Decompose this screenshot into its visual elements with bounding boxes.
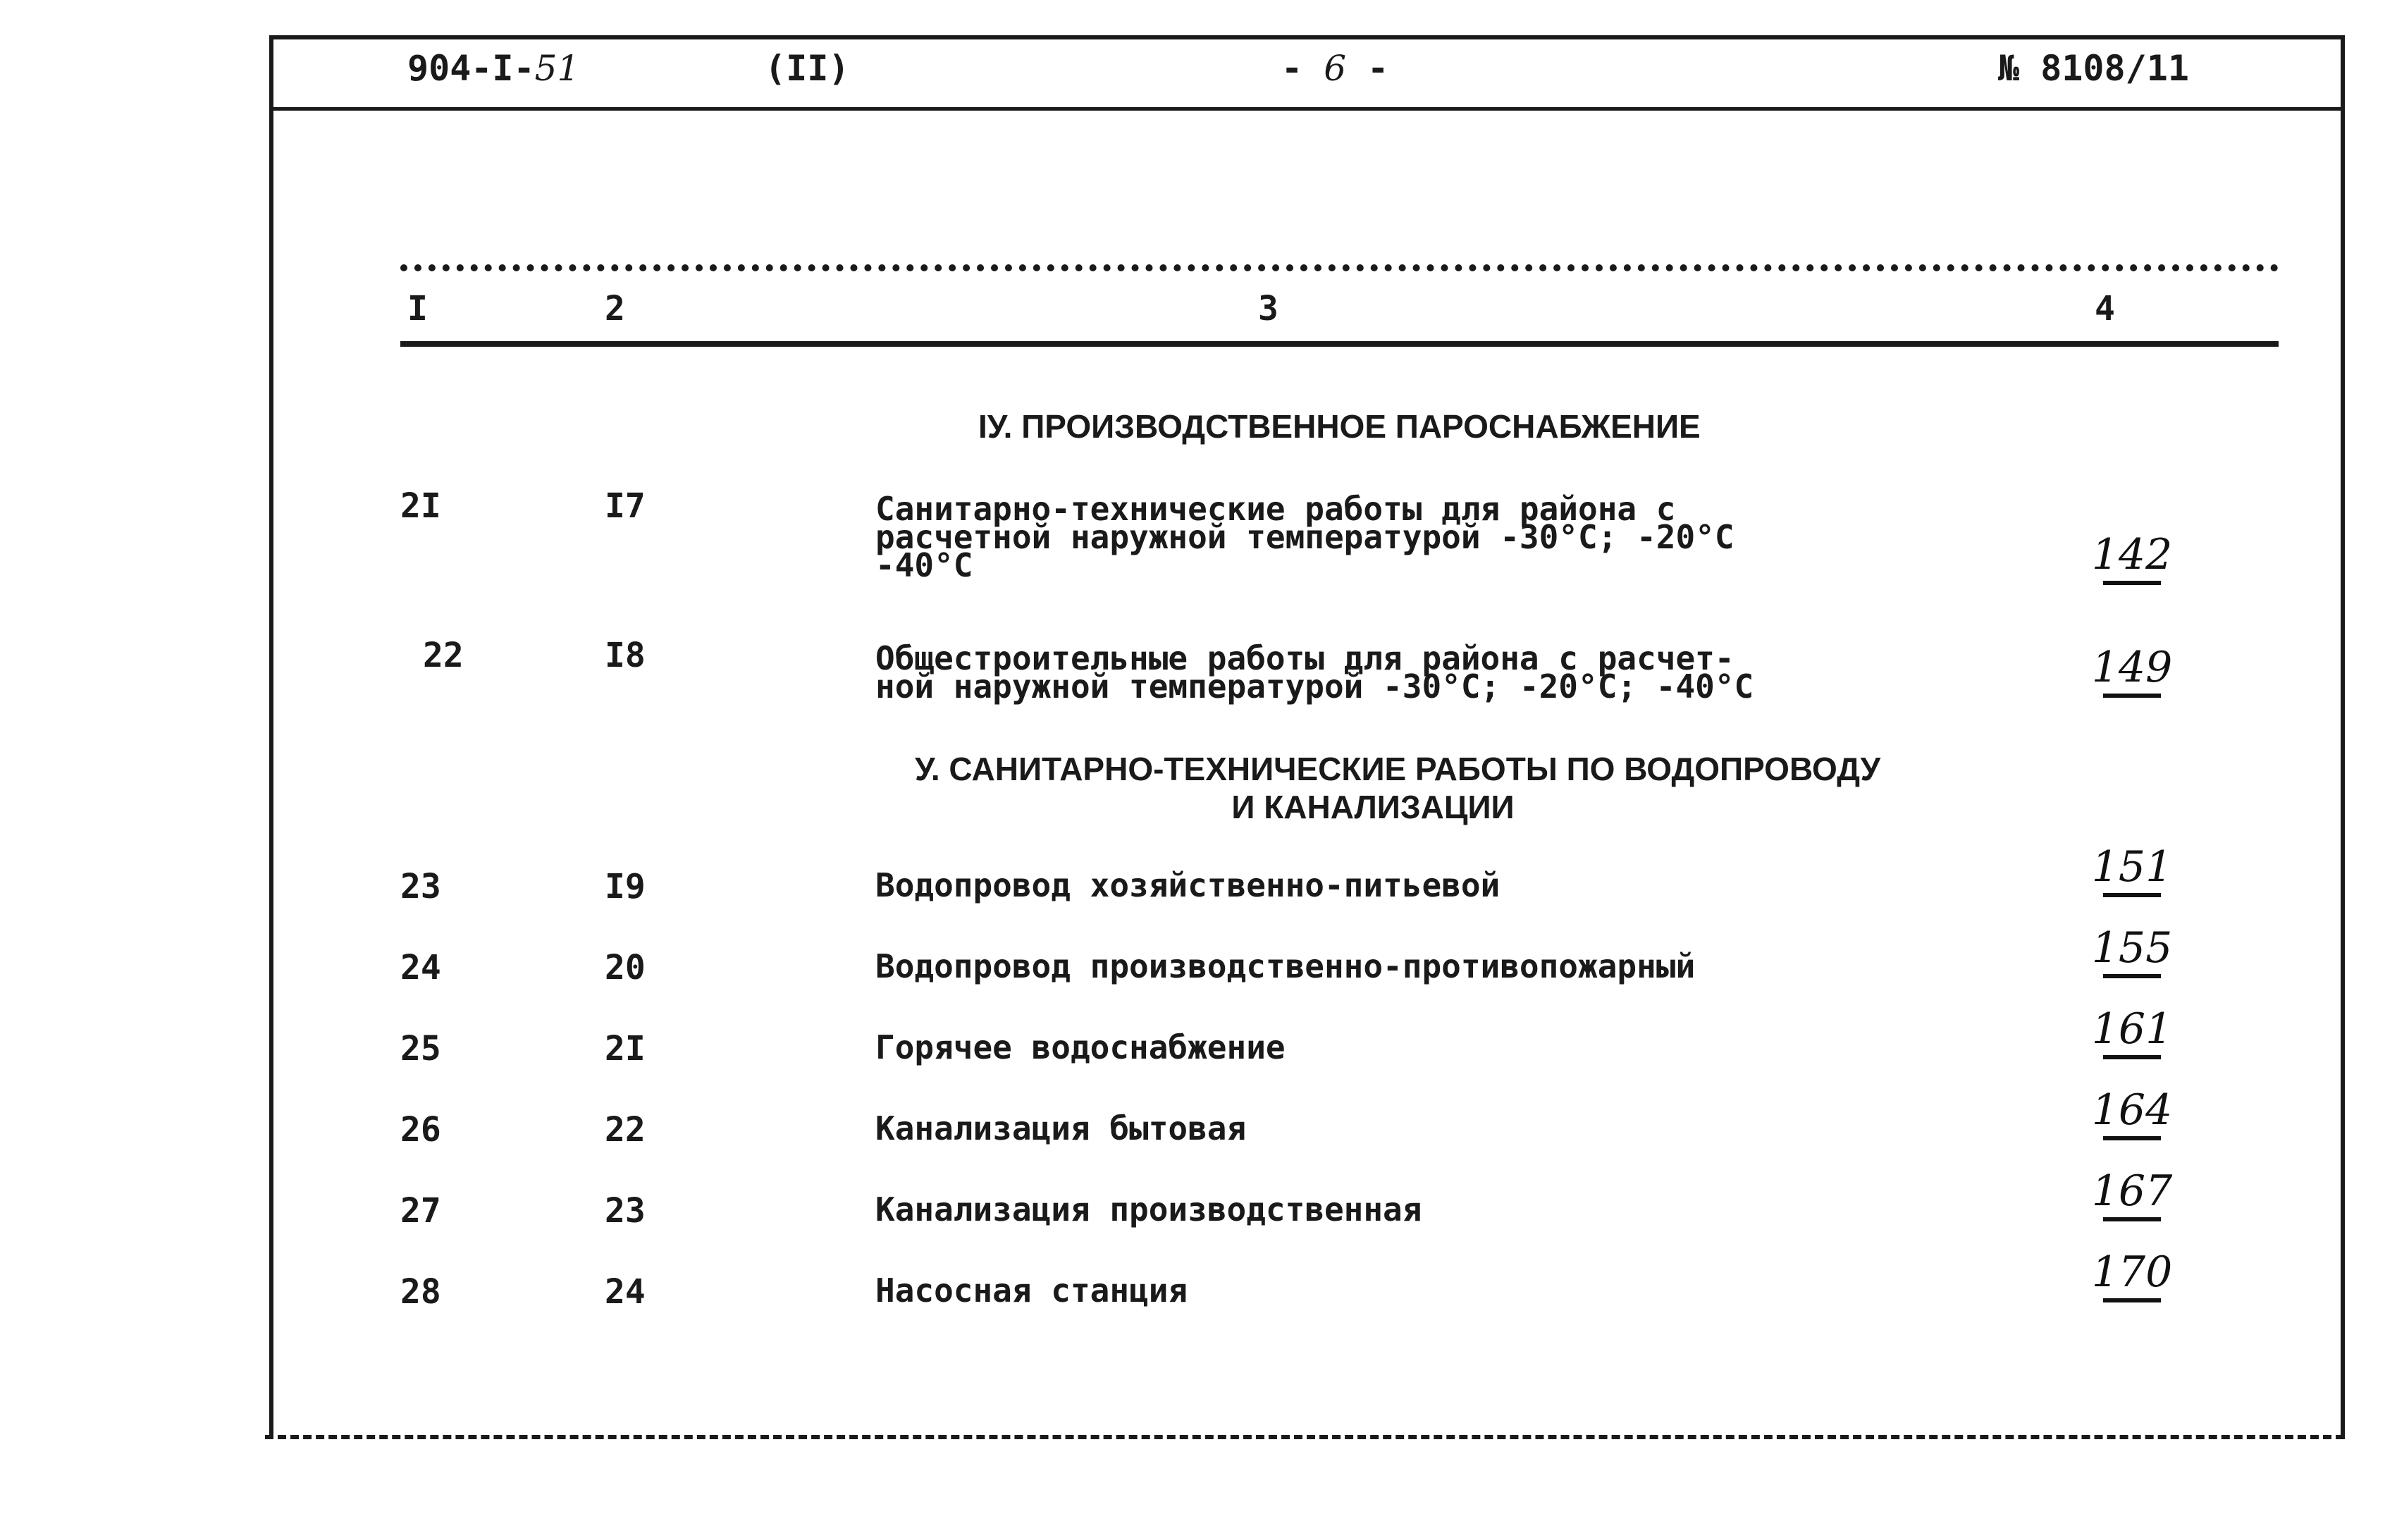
row-description: Канализация производственная [875,1190,1422,1228]
page-number-value: 6 [1324,48,1347,89]
row-page-number: 161 [2091,1004,2173,1054]
column-header-1: I [407,289,428,328]
page-underline [2103,1136,2161,1140]
row-number: 22 [423,636,464,675]
sheet-reference: № 8108/11 [1998,48,2189,89]
row-description: Горячее водоснабжение [875,1028,1286,1066]
row-description-line: расчетной наружной температурой -30°С; -20°С [875,518,1734,556]
page-frame [269,35,2345,1439]
row-description [875,639,1754,706]
document-code-prefix: 904-I- [407,48,535,89]
page-underline [2103,1217,2161,1221]
row-description-line: Санитарно-технические работы для района с [875,490,1676,528]
page-underline [2103,893,2161,897]
document-code-suffix: 51 [534,48,580,89]
table-header-top-rule [400,264,2279,271]
row-page [2076,1248,2188,1302]
document-code [407,48,579,89]
row-number: 23 [400,867,441,906]
row-code: I7 [605,486,646,526]
row-page [2076,643,2188,698]
row-description: Водопровод хозяйственно-питьевой [875,866,1501,904]
row-description-line: -40°С [875,546,973,584]
column-header-3: 3 [1258,289,1278,328]
page-number-dash-left: - [1281,48,1303,89]
page-number-dash-right: - [1367,48,1389,89]
row-page-number: 164 [2091,1085,2173,1135]
row-page [2076,1085,2188,1140]
section-title: IУ. ПРОИЗВОДСТВЕННОЕ ПАРОСНАБЖЕНИЕ [978,408,1701,445]
table-header-bottom-rule [400,341,2279,347]
row-description [875,490,1734,584]
row-page [2076,530,2188,585]
row-page [2076,1004,2188,1059]
column-header-4: 4 [2095,289,2115,328]
row-page-number: 149 [2091,643,2173,692]
row-code: I8 [605,636,646,675]
row-number: 24 [400,948,441,987]
row-code: 23 [605,1191,646,1231]
row-number: 27 [400,1191,441,1231]
row-description: Канализация бытовая [875,1109,1247,1147]
row-description: Водопровод производственно-противопожарный [875,947,1696,985]
header-divider [271,107,2343,111]
page-underline [2103,974,2161,978]
row-page-number: 151 [2091,842,2173,892]
row-number: 2I [400,486,441,526]
row-code: 2I [605,1029,646,1068]
row-description-line: Общестроительные работы для района с расчет- [875,639,1734,677]
page-underline [2103,1055,2161,1059]
row-page-number: 155 [2091,923,2173,973]
row-number: 26 [400,1110,441,1150]
page-number [1281,48,1388,89]
frame-bottom-border [265,1435,2344,1439]
section-title [915,750,1881,826]
row-page-number: 142 [2091,530,2173,579]
row-page [2076,1166,2188,1221]
row-page-number: 167 [2091,1166,2173,1216]
row-code: 20 [605,948,646,987]
section-title-line: И КАНАЛИЗАЦИИ [1231,789,1515,825]
album-number: (II) [765,48,850,89]
row-page-number: 170 [2091,1248,2173,1297]
section-title-line: У. САНИТАРНО-ТЕХНИЧЕСКИЕ РАБОТЫ ПО ВОДОПРОВОДУ [915,751,1881,787]
page-underline [2103,1298,2161,1302]
row-page [2076,923,2188,978]
row-number: 28 [400,1272,441,1312]
row-number: 25 [400,1029,441,1068]
row-code: 22 [605,1110,646,1150]
page-underline [2103,694,2161,698]
column-header-2: 2 [605,289,625,328]
row-code: 24 [605,1272,646,1312]
row-code: I9 [605,867,646,906]
row-description-line: ной наружной температурой -30°С; -20°С; -40°С [875,667,1754,706]
page-underline [2103,581,2161,585]
row-description: Насосная станция [875,1271,1188,1310]
row-page [2076,842,2188,897]
